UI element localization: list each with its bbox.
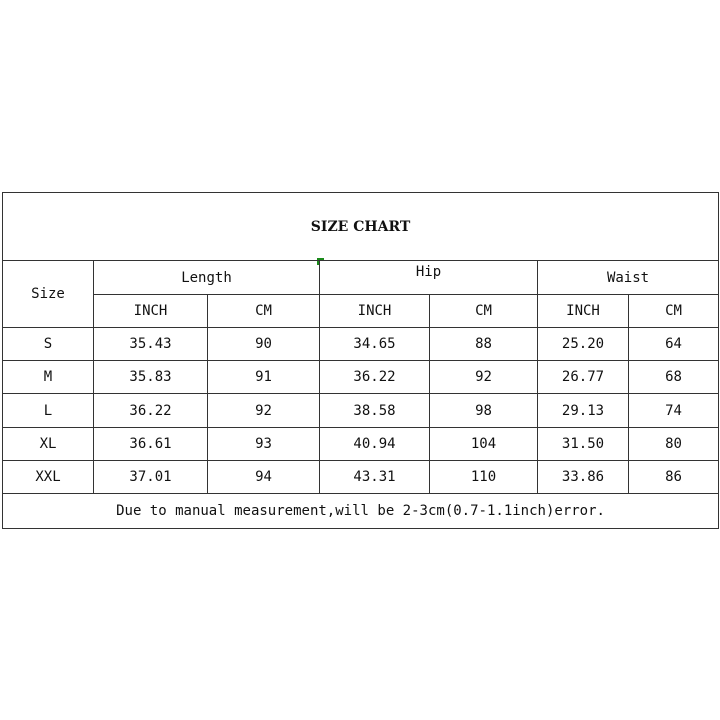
hip-inch-cell: 43.31 xyxy=(320,461,430,494)
length-cm-header: CM xyxy=(208,295,320,328)
hip-inch-cell: 34.65 xyxy=(320,328,430,361)
hip-cm-cell: 88 xyxy=(430,328,538,361)
table-row xyxy=(3,361,719,394)
waist-cm-header: CM xyxy=(629,295,719,328)
waist-inch-cell: 26.77 xyxy=(538,361,629,394)
length-inch-cell: 35.43 xyxy=(94,328,208,361)
length-cm-cell: 92 xyxy=(208,394,320,428)
measurement-note: Due to manual measurement,will be 2-3cm(0.7-1.1inch)error. xyxy=(3,494,719,529)
table-row xyxy=(3,394,719,428)
chart-title: SIZE CHART xyxy=(3,193,719,261)
waist-inch-cell: 33.86 xyxy=(538,461,629,494)
length-inch-cell: 35.83 xyxy=(94,361,208,394)
waist-inch-cell: 25.20 xyxy=(538,328,629,361)
waist-cm-cell: 74 xyxy=(629,394,719,428)
size-cell: L xyxy=(3,394,94,428)
hip-inch-cell: 36.22 xyxy=(320,361,430,394)
hip-inch-cell: 38.58 xyxy=(320,394,430,428)
length-cm-cell: 90 xyxy=(208,328,320,361)
size-cell: M xyxy=(3,361,94,394)
waist-inch-cell: 29.13 xyxy=(538,394,629,428)
waist-inch-header: INCH xyxy=(538,295,629,328)
length-group-header: Length xyxy=(94,261,320,295)
hip-cm-header: CM xyxy=(430,295,538,328)
hip-cm-cell: 98 xyxy=(430,394,538,428)
hip-cm-cell: 104 xyxy=(430,428,538,461)
waist-group-header: Waist xyxy=(538,261,719,295)
hip-inch-cell: 40.94 xyxy=(320,428,430,461)
waist-inch-cell: 31.50 xyxy=(538,428,629,461)
size-cell: S xyxy=(3,328,94,361)
size-chart-table xyxy=(2,192,719,529)
length-cm-cell: 93 xyxy=(208,428,320,461)
waist-cm-cell: 80 xyxy=(629,428,719,461)
length-cm-cell: 94 xyxy=(208,461,320,494)
hip-cm-cell: 92 xyxy=(430,361,538,394)
size-column-header: Size xyxy=(3,261,94,328)
length-inch-cell: 36.61 xyxy=(94,428,208,461)
size-cell: XL xyxy=(3,428,94,461)
table-row xyxy=(3,461,719,494)
hip-group-label: Hip xyxy=(415,263,442,280)
length-inch-header: INCH xyxy=(94,295,208,328)
table-row xyxy=(3,328,719,361)
length-cm-cell: 91 xyxy=(208,361,320,394)
hip-cm-cell: 110 xyxy=(430,461,538,494)
hip-group-header xyxy=(320,261,538,295)
waist-cm-cell: 86 xyxy=(629,461,719,494)
waist-cm-cell: 64 xyxy=(629,328,719,361)
length-inch-cell: 37.01 xyxy=(94,461,208,494)
waist-cm-cell: 68 xyxy=(629,361,719,394)
length-inch-cell: 36.22 xyxy=(94,394,208,428)
size-cell: XXL xyxy=(3,461,94,494)
table-row xyxy=(3,428,719,461)
hip-inch-header: INCH xyxy=(320,295,430,328)
